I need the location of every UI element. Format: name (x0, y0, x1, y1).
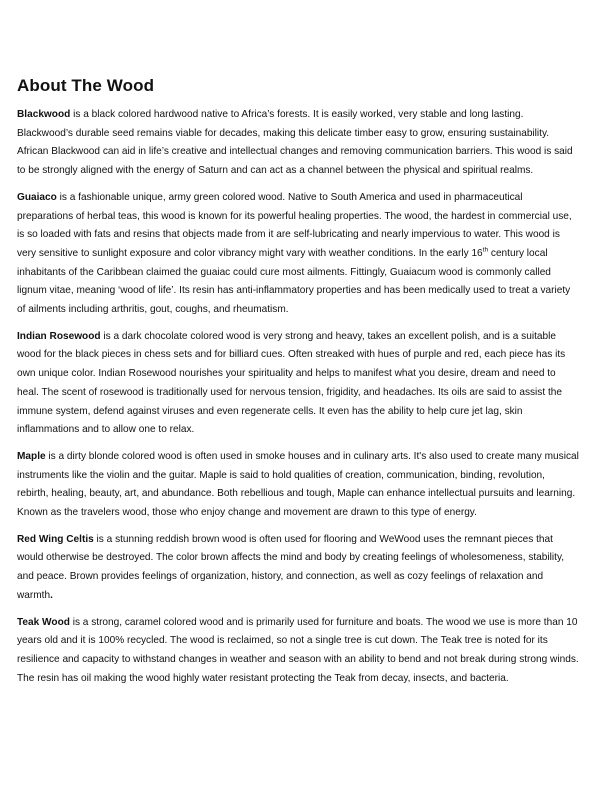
wood-description: is a strong, caramel colored wood and is primarily used for furniture and boats. The wood we use is more than 10 years old and it is 100% recycled. The wood is reclaimed, so not a single tree is cut down. The Teak tree is noted for its resilience and capacity to withstand changes in weather and season with an ability to bend and not break during strong winds. The resin has oil making the wood highly water resistant protecting the Teak from decay, insects, and bacteria. (17, 616, 579, 684)
wood-entry-maple (17, 448, 579, 523)
wood-description: is a black colored hardwood native to Africa’s forests. It is easily worked, very stable and long lasting. Blackwood’s durable seed remains viable for decades, making this delicate timber easy to grow, ensuring sustainability. African Blackwood can aid in life’s creative and intellectual changes and removing communication barriers. This wood is said to be strongly aligned with the energy of Saturn and can act as a channel between the physical and spiritual realms. (17, 109, 573, 177)
wood-entry-guaiaco (17, 189, 579, 320)
wood-entry-red-wing-celtis (17, 531, 579, 606)
bold-period: . (50, 589, 53, 601)
wood-description: is a dirty blonde colored wood is often used in smoke houses and in culinary arts. It's also used to create many musical instruments like the violin and the guitar. Maple is said to hold qualities of creation, communication, binding, revolution, rebirth, healing, beauty, art, and abundance. Both rebellious and tough, Maple can enhance intellectual pursuits and learning. Known as the travelers wood, those who enjoy change and movement are drawn to this type of energy. (17, 450, 579, 519)
wood-description: is a stunning reddish brown wood is often used for flooring and WeWood uses the remnant pieces that would otherwise be destroyed. The color brown affects the mind and body by creating feelings of wholesomeness, stability, and peace. Brown provides feelings of organization, history, and connection, as well as cozy feelings of relaxation and warmth (17, 533, 565, 601)
wood-entry-teak-wood (17, 614, 579, 689)
wood-name: Indian Rosewood (17, 330, 101, 342)
wood-name: Blackwood (17, 109, 71, 120)
wood-entry-blackwood (17, 106, 579, 181)
wood-description: is a fashionable unique, army green colored wood. Native to South America and used in pharmaceutical preparations of herbal teas, this wood is known for its powerful healing properties. The wood, the hardest in commercial use, is so loaded with fats and resins that objects made from it are self-lubricating and nearly impervious to water. This wood is very sensitive to sunlight exposure and color vibrancy might vary with weather conditions. In the early 16 (17, 191, 572, 259)
wood-description: is a dark chocolate colored wood is very strong and heavy, takes an excellent polish, and is a suitable wood for the black pieces in chess sets and for billiard cues. Often streaked with hues of purple and red, each piece has its own unique color. Indian Rosewood nourishes your spirituality and helps to manifest what you desire, dream and need to heal. The scent of rosewood is traditionally used for nervous tension, frigidity, and headaches. Its oils are said to assist the immune system, defend against viruses and even regenerate cells. It even has the ability to help cure jet lag, skin inflammations and to allow one to relax. (17, 330, 566, 436)
wood-name: Guaiaco (17, 191, 57, 203)
wood-entry-indian-rosewood (17, 328, 579, 440)
wood-name: Red Wing Celtis (17, 533, 94, 545)
wood-description-continued: century local inhabitants of the Caribbean claimed the guaiac could cure most ailments. Fittingly, Guaiacum wood is commonly called lignum vitae, meaning ‘wood of life’. Its resin has anti-inflammatory properties and has been medically used to treat a variety of ailments including arthritis, gout, coughs, and rheumatism. (17, 247, 571, 316)
wood-name: Maple (17, 450, 46, 462)
document-page (17, 76, 579, 696)
page-title: About The Wood (17, 76, 155, 95)
ordinal-superscript: th (482, 246, 489, 254)
wood-name: Teak Wood (17, 616, 70, 628)
